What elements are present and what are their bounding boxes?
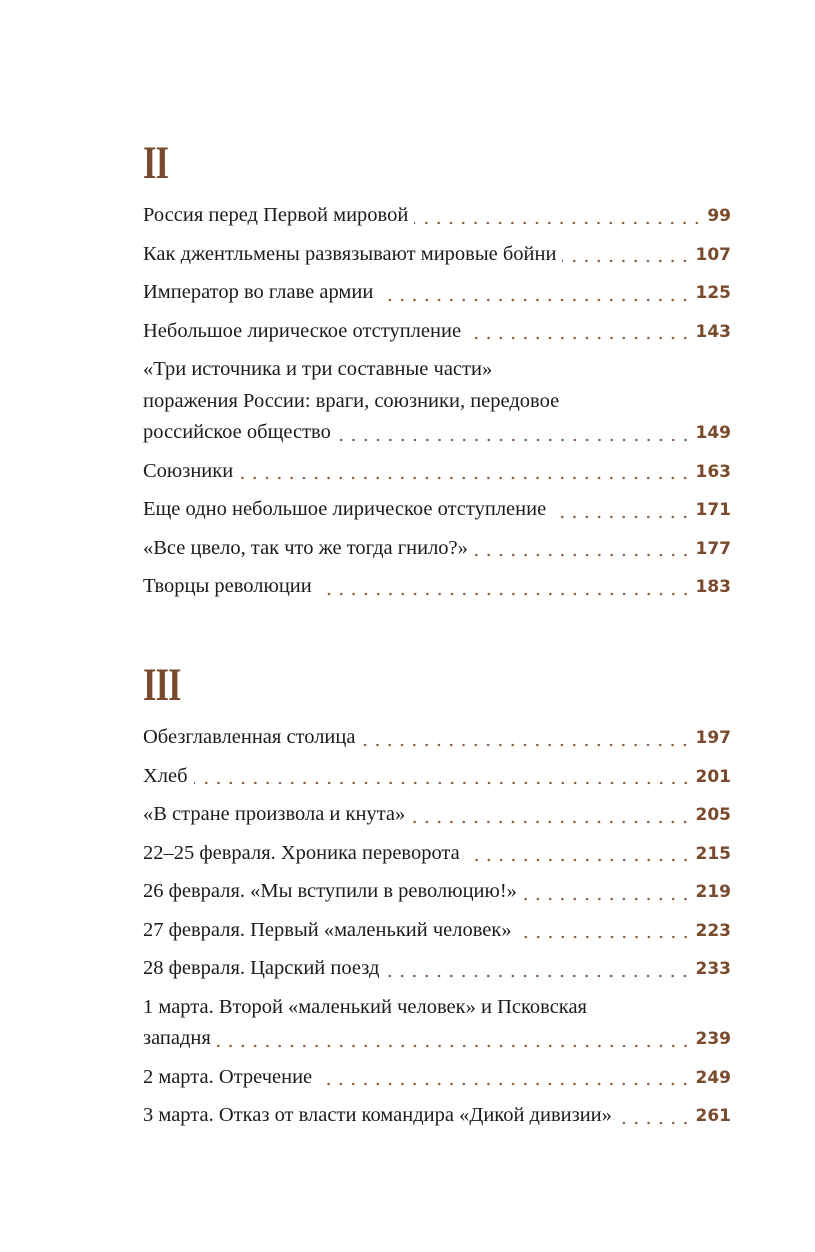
- toc-entry[interactable]: [143, 799, 731, 832]
- page-number: 233: [695, 959, 731, 979]
- section-3: [143, 658, 731, 1139]
- toc-entry[interactable]: [143, 838, 731, 871]
- toc-entry[interactable]: [143, 1100, 731, 1133]
- dot-leader: [411, 820, 691, 824]
- page-number: 177: [695, 538, 731, 559]
- toc-list: [143, 722, 731, 1133]
- section-numeral: II: [143, 136, 169, 189]
- dot-leader: [217, 1044, 692, 1048]
- toc-entry-last-line: [143, 876, 731, 909]
- page-number: 197: [695, 728, 731, 748]
- toc-entry[interactable]: [143, 722, 731, 755]
- toc-entry-last-line: [143, 200, 731, 233]
- page-number: 171: [695, 500, 731, 520]
- toc-entry-title: Еще одно небольшое лирическое отступление: [143, 498, 547, 520]
- toc-entry-last-line: [143, 761, 731, 794]
- toc-entry-title: 22–25 февраля. Хроника переворота: [143, 841, 460, 864]
- page-number: 163: [695, 461, 731, 482]
- toc-entry-title: 26 февраля. «Мы вступили в революцию!»: [143, 880, 517, 902]
- dot-leader: [552, 515, 691, 519]
- dot-leader: [523, 897, 692, 901]
- toc-entry-title: Император во главе армии: [143, 281, 374, 303]
- dot-leader: [562, 259, 691, 263]
- toc-entry-line: [143, 354, 731, 386]
- toc-entry-title: 3 марта. Отказ от власти командира «Дикой дивизии»: [143, 1104, 612, 1126]
- toc-entry[interactable]: [143, 761, 731, 794]
- toc-entry[interactable]: [143, 277, 731, 310]
- page-number: 201: [695, 766, 731, 787]
- dot-leader: [361, 743, 691, 747]
- dot-leader: [466, 858, 692, 862]
- toc-entry-title: «В стране произвола и кнута»: [143, 803, 406, 825]
- page-number: 261: [695, 1106, 731, 1126]
- dot-leader: [618, 1121, 692, 1125]
- page-number: 205: [695, 805, 731, 825]
- toc-entry-title: Хлеб: [143, 764, 188, 787]
- page-number: 99: [707, 206, 731, 226]
- dot-leader: [385, 974, 691, 978]
- page-number: 149: [695, 423, 731, 443]
- toc-entry-title: Обезглавленная столица: [143, 726, 356, 748]
- section-2: [143, 136, 731, 610]
- toc-entry-last-line: [143, 953, 731, 986]
- toc-entry[interactable]: [143, 992, 731, 1056]
- toc-entry-last-line: [143, 1023, 731, 1056]
- dot-leader: [379, 298, 691, 302]
- toc-entry-line: [143, 992, 731, 1024]
- toc-entry-last-line: [143, 722, 731, 755]
- toc-entry[interactable]: [143, 239, 731, 272]
- toc-entry-last-line: [143, 838, 731, 871]
- toc-entry-title: «Три источника и три составные части»: [143, 358, 493, 380]
- dot-leader: [194, 781, 692, 785]
- toc-entry-title: Россия перед Первой мировой: [143, 204, 409, 226]
- page-number: 239: [695, 1029, 731, 1049]
- toc-entry-title: российское общество: [143, 421, 331, 443]
- toc-entry[interactable]: [143, 494, 731, 527]
- page-number: 249: [695, 1067, 731, 1088]
- toc-entry[interactable]: [143, 571, 731, 604]
- toc-entry-title: 27 февраля. Первый «маленький человек»: [143, 918, 512, 941]
- toc-entry-last-line: [143, 799, 731, 832]
- page-number: 143: [695, 321, 731, 342]
- page-number: 125: [695, 283, 731, 303]
- section-numeral: III: [143, 658, 181, 711]
- toc-entry-title: Союзники: [143, 459, 234, 482]
- toc-entry[interactable]: [143, 915, 731, 948]
- toc-entry-last-line: [143, 1100, 731, 1133]
- toc-entry-title: «Все цвело, так что же тогда гнило?»: [143, 536, 468, 559]
- page-number: 223: [695, 920, 731, 941]
- toc-entry-last-line: [143, 1062, 731, 1095]
- toc-entry-last-line: [143, 277, 731, 310]
- toc-entry-title: Небольшое лирическое отступление: [143, 319, 462, 342]
- dot-leader: [337, 438, 692, 442]
- toc-entry-title: Как джентльмены развязывают мировые бойни: [143, 242, 557, 265]
- toc-entry-last-line: [143, 494, 731, 527]
- toc-entry[interactable]: [143, 456, 731, 489]
- toc-entry[interactable]: [143, 876, 731, 909]
- dot-leader: [318, 1082, 691, 1086]
- toc-entry-last-line: [143, 571, 731, 604]
- dot-leader: [318, 592, 692, 596]
- dot-leader: [239, 476, 691, 480]
- toc-entry-title: поражения России: враги, союзники, передовое: [143, 389, 560, 412]
- toc-entry-line: [143, 386, 731, 418]
- toc-entry[interactable]: [143, 354, 731, 450]
- dot-leader: [414, 221, 703, 225]
- dot-leader: [467, 336, 691, 340]
- toc-entry-title: западня: [143, 1027, 211, 1049]
- page-number: 183: [695, 577, 731, 597]
- toc-entry[interactable]: [143, 200, 731, 233]
- toc-entry-last-line: [143, 915, 731, 948]
- toc-entry-title: Творцы революции: [143, 575, 312, 597]
- toc-entry-last-line: [143, 417, 731, 450]
- toc-entry-title: 28 февраля. Царский поезд: [143, 957, 380, 979]
- toc-entry-title: 2 марта. Отречение: [143, 1065, 313, 1088]
- toc-entry-last-line: [143, 533, 731, 566]
- toc-entry[interactable]: [143, 316, 731, 349]
- toc-entry[interactable]: [143, 1062, 731, 1095]
- page-number: 219: [695, 882, 731, 902]
- page-number: 107: [695, 244, 731, 265]
- toc-entry-title: 1 марта. Второй «маленький человек» и Псковская: [143, 995, 587, 1018]
- toc-entry-last-line: [143, 456, 731, 489]
- toc-entry[interactable]: [143, 533, 731, 566]
- dot-leader: [518, 935, 692, 939]
- page-number: 215: [695, 843, 731, 864]
- toc-entry-last-line: [143, 316, 731, 349]
- toc-list: [143, 200, 731, 604]
- toc-entry-last-line: [143, 239, 731, 272]
- dot-leader: [474, 553, 692, 557]
- toc-entry[interactable]: [143, 953, 731, 986]
